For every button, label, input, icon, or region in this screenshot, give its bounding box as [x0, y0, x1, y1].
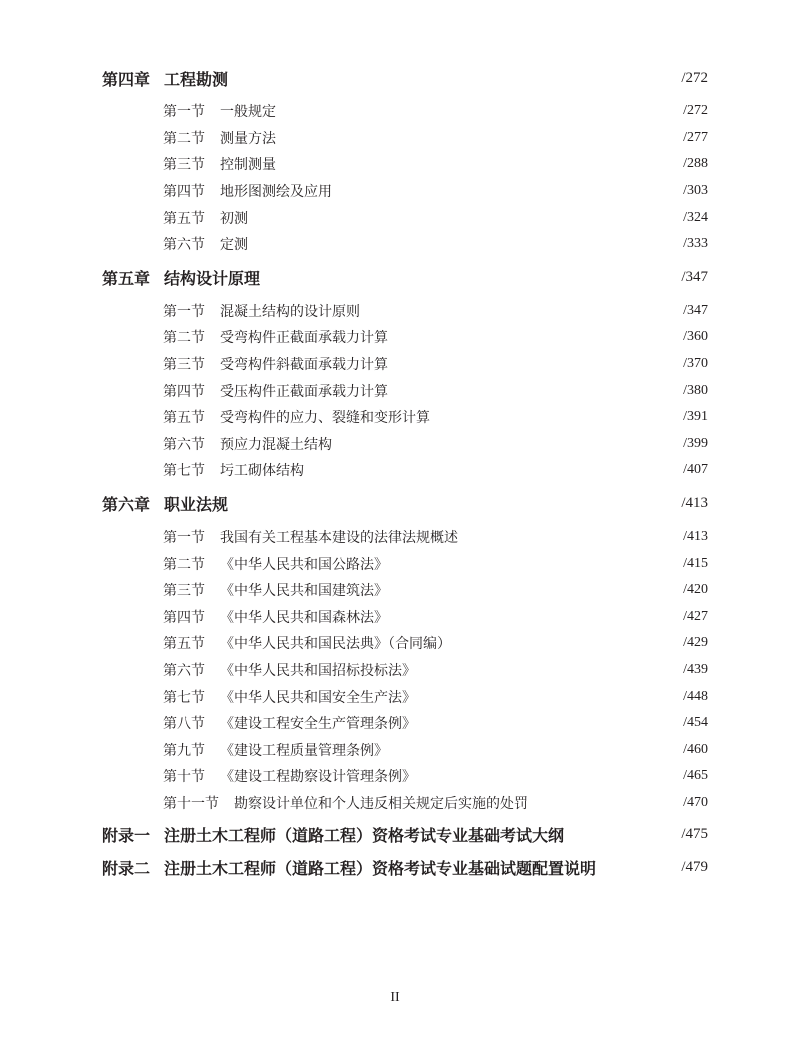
section-label: 第七节 [163, 689, 205, 706]
section-entry [102, 178, 708, 205]
section-page-number: /465 [683, 768, 708, 784]
section-title: 受弯构件正截面承载力计算 [220, 330, 388, 347]
chapter-page-number: /347 [681, 269, 708, 286]
section-label: 第五节 [163, 210, 205, 227]
section-page-number: /391 [683, 409, 708, 425]
section-title: 初测 [220, 210, 248, 227]
section-page-number: /288 [683, 156, 708, 172]
section-title: 地形图测绘及应用 [220, 184, 332, 201]
appendix-title: 注册土木工程师（道路工程）资格考试专业基础试题配置说明 [164, 859, 597, 879]
section-label: 第四节 [163, 383, 205, 400]
chapter-label: 第六章 [102, 495, 151, 515]
section-page-number: /470 [683, 794, 708, 810]
section-title: 我国有关工程基本建设的法律法规概述 [220, 530, 458, 547]
section-label: 第一节 [163, 530, 205, 547]
section-label: 第十节 [163, 769, 205, 786]
section-entry [102, 98, 708, 125]
section-label: 第二节 [163, 330, 205, 347]
chapter-title: 结构设计原理 [164, 269, 261, 289]
section-title: 预应力混凝土结构 [220, 436, 332, 453]
section-title: 《建设工程勘察设计管理条例》 [220, 769, 416, 786]
section-label: 第二节 [163, 556, 205, 573]
section-entry [102, 683, 708, 710]
section-entry [102, 457, 708, 484]
appendix-heading [102, 818, 708, 851]
section-entry [102, 524, 708, 551]
chapter-heading [102, 58, 708, 98]
section-page-number: /333 [683, 236, 708, 252]
appendix-label: 附录二 [102, 859, 151, 879]
folio-page-number: II [390, 990, 400, 1005]
section-entry [102, 377, 708, 404]
chapter-page-number: /413 [681, 495, 708, 512]
section-title: 《建设工程质量管理条例》 [220, 742, 388, 759]
section-title: 《中华人民共和国招标投标法》 [220, 662, 416, 679]
section-label: 第三节 [163, 357, 205, 374]
section-entry [102, 351, 708, 378]
section-title: 一般规定 [220, 104, 276, 121]
section-page-number: /413 [683, 529, 708, 545]
section-page-number: /448 [683, 688, 708, 704]
section-page-number: /427 [683, 608, 708, 624]
section-entry [102, 657, 708, 684]
section-entry [102, 577, 708, 604]
section-label: 第三节 [163, 157, 205, 174]
section-label: 第六节 [163, 436, 205, 453]
chapter-heading [102, 484, 708, 524]
section-entry [102, 630, 708, 657]
chapter-label: 第五章 [102, 269, 151, 289]
appendix-page-number: /475 [681, 826, 708, 843]
section-entry [102, 324, 708, 351]
section-label: 第二节 [163, 130, 205, 147]
section-entry [102, 763, 708, 790]
section-title: 圬工砌体结构 [220, 463, 304, 480]
section-label: 第一节 [163, 104, 205, 121]
section-title: 受压构件正截面承载力计算 [220, 383, 388, 400]
section-title: 《中华人民共和国建筑法》 [220, 583, 388, 600]
section-title: 《中华人民共和国民法典》（合同编） [220, 636, 451, 653]
section-title: 《建设工程安全生产管理条例》 [220, 716, 416, 733]
section-title: 定测 [220, 237, 248, 254]
section-label: 第一节 [163, 303, 205, 320]
section-entry [102, 298, 708, 325]
section-page-number: /399 [683, 435, 708, 451]
section-page-number: /420 [683, 582, 708, 598]
section-entry [102, 736, 708, 763]
chapter-heading [102, 258, 708, 298]
section-entry [102, 604, 708, 631]
section-page-number: /272 [683, 103, 708, 119]
section-page-number: /439 [683, 661, 708, 677]
appendix-page-number: /479 [681, 859, 708, 876]
section-title: 勘察设计单位和个人违反相关规定后实施的处罚 [234, 795, 528, 812]
section-label: 第十一节 [163, 795, 219, 812]
section-page-number: /324 [683, 209, 708, 225]
section-label: 第九节 [163, 742, 205, 759]
chapter-page-number: /272 [681, 69, 708, 86]
section-title: 《中华人民共和国安全生产法》 [220, 689, 416, 706]
section-page-number: /460 [683, 741, 708, 757]
section-entry [102, 125, 708, 152]
section-page-number: /429 [683, 635, 708, 651]
section-title: 混凝土结构的设计原则 [220, 303, 360, 320]
section-title: 测量方法 [220, 130, 276, 147]
section-label: 第六节 [163, 662, 205, 679]
section-entry [102, 710, 708, 737]
section-page-number: /407 [683, 462, 708, 478]
section-label: 第五节 [163, 410, 205, 427]
section-entry [102, 231, 708, 258]
appendix-heading [102, 851, 708, 884]
section-entry [102, 204, 708, 231]
section-label: 第四节 [163, 184, 205, 201]
section-page-number: /303 [683, 183, 708, 199]
section-entry [102, 431, 708, 458]
section-title: 受弯构件斜截面承载力计算 [220, 357, 388, 374]
appendix-title: 注册土木工程师（道路工程）资格考试专业基础考试大纲 [164, 826, 565, 846]
section-page-number: /347 [683, 302, 708, 318]
section-label: 第八节 [163, 716, 205, 733]
appendix-label: 附录一 [102, 826, 151, 846]
section-entry [102, 790, 708, 817]
section-entry [102, 404, 708, 431]
section-label: 第三节 [163, 583, 205, 600]
section-page-number: /454 [683, 715, 708, 731]
section-page-number: /277 [683, 129, 708, 145]
section-page-number: /360 [683, 329, 708, 345]
section-title: 《中华人民共和国公路法》 [220, 556, 388, 573]
section-title: 控制测量 [220, 157, 276, 174]
section-page-number: /415 [683, 555, 708, 571]
section-label: 第六节 [163, 237, 205, 254]
section-page-number: /380 [683, 382, 708, 398]
section-entry [102, 151, 708, 178]
section-page-number: /370 [683, 356, 708, 372]
section-label: 第五节 [163, 636, 205, 653]
chapter-title: 工程勘测 [164, 69, 229, 89]
section-title: 受弯构件的应力、裂缝和变形计算 [220, 410, 430, 427]
section-label: 第七节 [163, 463, 205, 480]
chapter-title: 职业法规 [164, 495, 229, 515]
section-entry [102, 550, 708, 577]
table-of-contents [102, 58, 708, 884]
section-label: 第四节 [163, 609, 205, 626]
section-title: 《中华人民共和国森林法》 [220, 609, 388, 626]
chapter-label: 第四章 [102, 69, 151, 89]
